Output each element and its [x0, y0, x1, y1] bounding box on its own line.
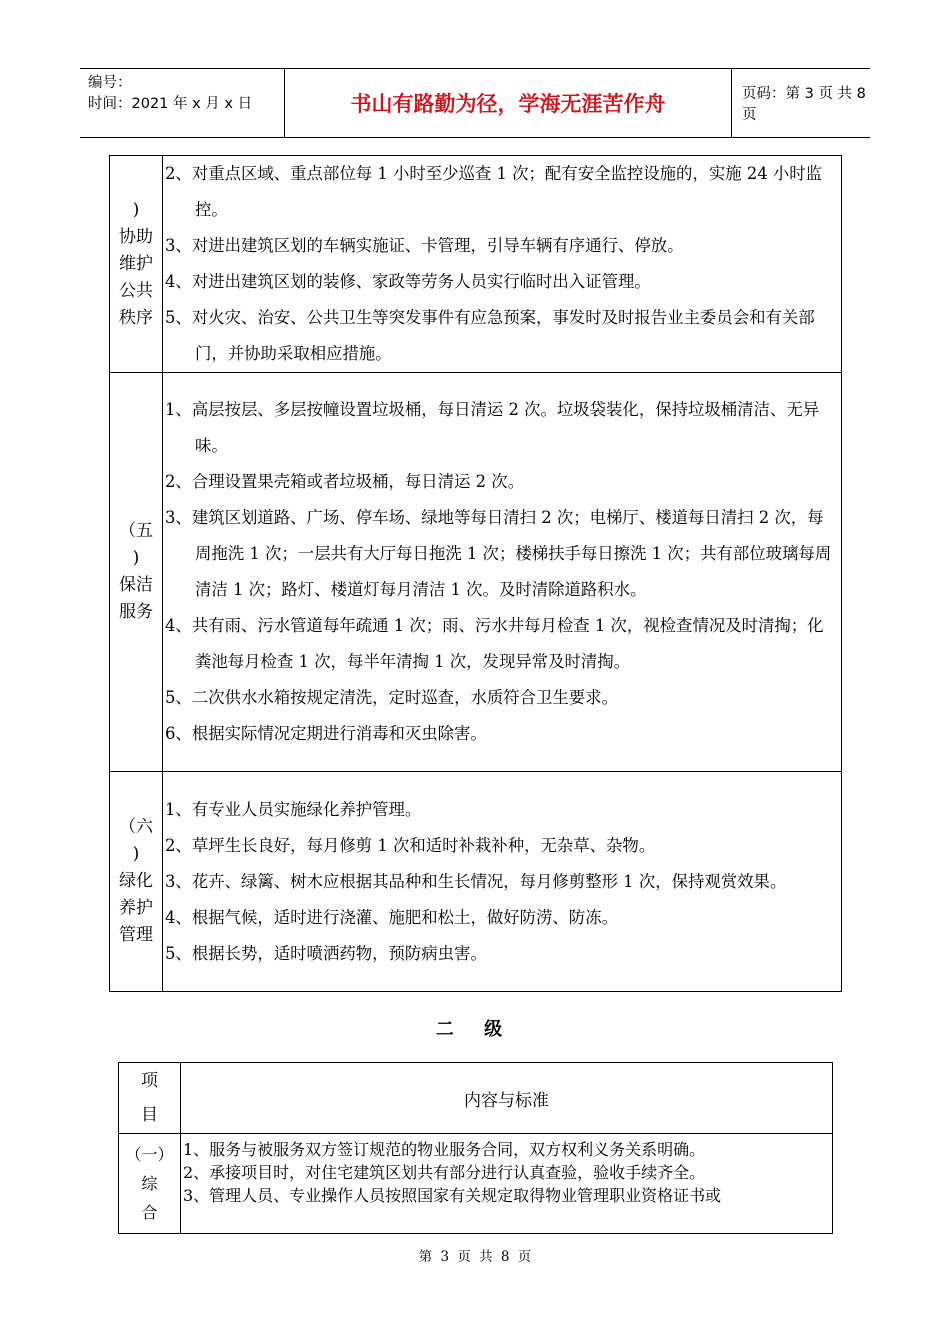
table-row — [119, 1134, 833, 1234]
label-line: （六 — [119, 817, 153, 837]
page-footer: 第 3 页 共 8 页 — [418, 1249, 532, 1265]
header-motto: 书山有路勤为径，学海无涯苦作舟 — [350, 92, 666, 116]
list-item: 1、有专业人员实施绿化养护管理。 — [165, 799, 422, 819]
label-line: 绿化 — [119, 871, 153, 891]
section-content — [163, 156, 842, 373]
label-line: 保洁 — [119, 575, 153, 595]
list-item: 3、对进出建筑区划的车辆实施证、卡管理，引导车辆有序通行、停放。 — [165, 236, 684, 255]
header-page-info: 页码：第 3 页 共 8 页 — [742, 86, 866, 123]
list-item: 4、共有雨、污水管道每年疏通 1 次；雨、污水井每月检查 1 次，视检查情况及时清掏；化粪池每月检查 1 次，每半年清掏 1 次，发现异常及时清掏。 — [165, 616, 824, 671]
label-line: （五 — [119, 521, 153, 541]
section-label — [110, 156, 163, 373]
standards-table — [109, 155, 842, 992]
section-label — [119, 1134, 181, 1234]
label-line: ) — [132, 844, 140, 864]
list-item: 2、承接项目时，对住宅建筑区划共有部分进行认真查验，验收手续齐全。 — [183, 1163, 706, 1182]
list-item: 4、对进出建筑区划的装修、家政等劳务人员实行临时出入证管理。 — [165, 272, 651, 291]
label-line: 服务 — [119, 602, 153, 622]
page-header — [80, 68, 870, 138]
list-item: 6、根据实际情况定期进行消毒和灭虫除害。 — [165, 724, 487, 743]
label-line: 项 — [141, 1071, 158, 1091]
list-item: 3、管理人员、专业操作人员按照国家有关规定取得物业管理职业资格证书或 — [183, 1186, 722, 1205]
section-content — [163, 373, 842, 772]
label-line: 管理 — [119, 925, 153, 945]
list-item: 1、服务与被服务双方签订规范的物业服务合同，双方权利义务关系明确。 — [183, 1140, 706, 1159]
label-line: ) — [132, 548, 140, 568]
section-title: 二 级 — [435, 1019, 515, 1040]
time-label: 时间：2021 年 x 月 x 日 — [88, 96, 253, 112]
list-item: 1、高层按层、多层按幢设置垃圾桶，每日清运 2 次。垃圾袋装化，保持垃圾桶清洁、无异味。 — [165, 400, 820, 455]
label-line: ) — [132, 199, 140, 220]
list-item: 2、对重点区域、重点部位每 1 小时至少巡查 1 次；配有安全监控设施的，实施 24 小时监控。 — [165, 164, 823, 219]
header-divider — [731, 69, 732, 137]
section-content — [181, 1134, 833, 1234]
level-two-table — [118, 1062, 833, 1234]
list-item: 3、花卉、绿篱、树木应根据其品种和生长情况，每月修剪整形 1 次，保持观赏效果。 — [165, 871, 787, 891]
list-item: 2、草坪生长良好，每月修剪 1 次和适时补栽补种，无杂草、杂物。 — [165, 835, 656, 855]
section-label — [110, 772, 163, 992]
list-item: 4、根据气候，适时进行浇灌、施肥和松土，做好防涝、防冻。 — [165, 907, 618, 927]
label-line: 公共 — [119, 280, 153, 301]
list-item: 3、建筑区划道路、广场、停车场、绿地等每日清扫 2 次；电梯厅、楼道每日清扫 2 次，每周拖洗 1 次；一层共有大厅每日拖洗 1 次；楼梯扶手每日擦洗 1 次；共有部位玻璃每周清洁 1 次；路灯、楼道灯每月清洁 1 次。及时清除道路积水。 — [165, 508, 832, 599]
label-line: （一） — [125, 1145, 174, 1164]
section-label — [110, 373, 163, 772]
list-item: 5、二次供水水箱按规定清洗，定时巡查，水质符合卫生要求。 — [165, 688, 618, 707]
section-content — [163, 772, 842, 992]
label-line: 目 — [141, 1105, 158, 1125]
label-line: 秩序 — [119, 307, 153, 328]
table-row — [110, 373, 842, 772]
serial-label: 编号： — [88, 75, 132, 91]
label-line: 养护 — [119, 898, 153, 918]
table-row — [110, 156, 842, 373]
label-line: 合 — [141, 1203, 158, 1222]
label-line: 协助 — [119, 226, 153, 247]
label-line: 综 — [141, 1174, 158, 1193]
header-item-label — [119, 1063, 181, 1134]
header-content-label: 内容与标准 — [181, 1063, 833, 1134]
list-item: 5、对火灾、治安、公共卫生等突发事件有应急预案，事发时及时报告业主委员会和有关部门，并协助采取相应措施。 — [165, 308, 815, 363]
table-row — [110, 772, 842, 992]
list-item: 2、合理设置果壳箱或者垃圾桶，每日清运 2 次。 — [165, 472, 525, 491]
header-meta — [88, 73, 284, 115]
table-header-row — [119, 1063, 833, 1134]
list-item: 5、根据长势，适时喷洒药物，预防病虫害。 — [165, 943, 487, 963]
label-line: 维护 — [119, 253, 153, 274]
